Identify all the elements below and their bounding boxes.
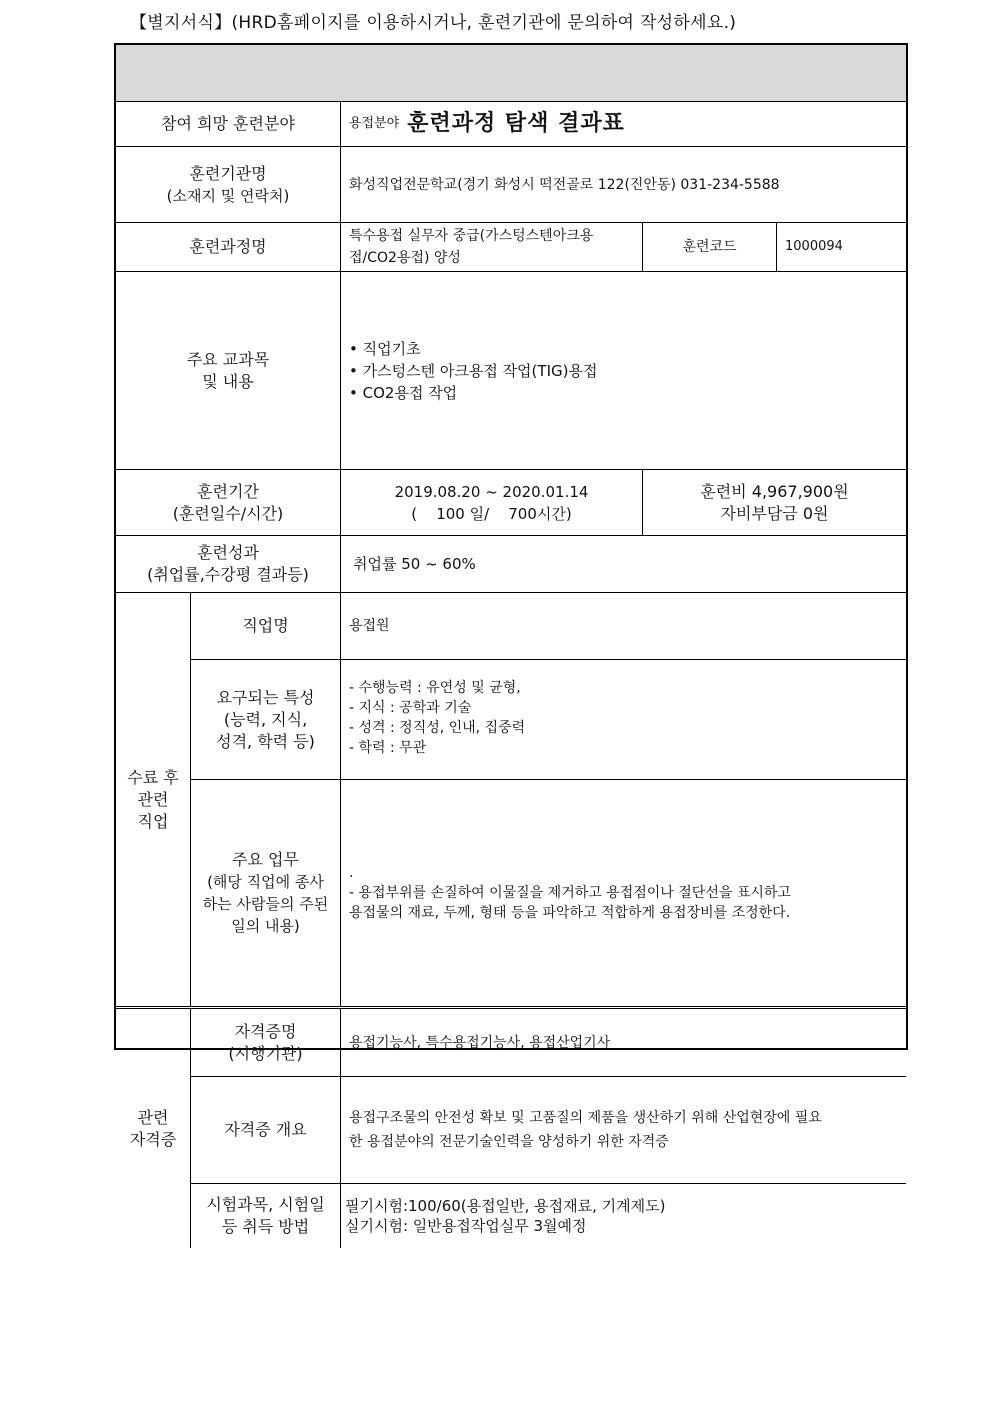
duty-line: - 용접부위를 손질하여 이물질을 제거하고 용접점이나 절단선을 표시하고 [349,885,791,901]
trait-line: - 수행능력 : 유연성 및 균형, [349,680,521,696]
period-dates: 2019.08.20 ~ 2020.01.14 [394,482,589,501]
course-label: 훈련과정명 [189,237,267,256]
job-name-label: 직업명 [242,616,289,635]
participation-label: 참여 희망 훈련분야 [161,114,295,133]
period-days-hours: ( 100 일/ 700시간) [411,504,572,523]
institution-value: 화성직업전문학교(경기 화성시 떡전골로 122(진안동) 031-234-5588 [349,176,780,193]
duty-line: 용접물의 재료, 두께, 형태 등을 파악하고 적합하게 용접장비를 조정한다. [349,905,791,921]
duties-value: . - 용접부위를 손질하여 이물질을 제거하고 용접점이나 절단선을 표시하고 용접물의 재료, 두께, 형태 등을 파악하고 적합하게 용접장비를 조정한다. [349,865,791,921]
training-fee: 훈련비 4,967,900원 [700,481,849,501]
subject-item: • CO2용접 작업 [349,382,597,404]
table-header-band [116,45,906,101]
cert-overview-label: 자격증 개요 [224,1120,307,1139]
trait-line: - 성격 : 정직성, 인내, 집중력 [349,720,526,736]
subject-item: • 직업기초 [349,338,597,360]
course-name: 특수용접 실무자 중급(가스텅스텐아크용 접/CO2용접) 양성 [349,228,594,266]
course-code-value: 1000094 [785,239,843,254]
exam-value [341,1184,906,1248]
page-title: 훈련과정 탐색 결과표 [407,111,625,136]
institution-label: 훈련기관명 (소재지 및 연락처) [166,163,290,205]
subject-item: • 가스텅스텐 아크용접 작업(TIG)용접 [349,360,597,382]
exam-written: 필기시험:100/60(용접일반, 용접재료, 기계제도) [345,1197,666,1215]
outcome-value: 취업률 50 ~ 60% [353,555,476,573]
traits-label: 요구되는 특성 (능력, 지식, 성격, 학력 등) [216,687,315,751]
result-table [114,43,908,1236]
jobs-group-label: 수료 후 관련 직업 [127,767,179,831]
cert-name-value: 용접기능사, 특수용접기능사, 용접산업기사 [349,1034,611,1051]
trait-line: - 지식 : 공학과 기술 [349,700,472,716]
period-value [341,470,642,535]
period-label: 훈련기간 (훈련일수/시간) [172,481,284,523]
certs-group-label: 관련 자격증 [129,1107,177,1149]
subjects-value [341,272,906,469]
training-field: 용접분야 [349,116,400,131]
self-pay: 자비부담금 0원 [720,503,829,523]
trait-line: - 학력 : 무관 [349,740,427,756]
subjects-label: 주요 교과목 및 내용 [186,349,270,391]
cert-overview-value: 용접구조물의 안전성 확보 및 고품질의 제품을 생산하기 위해 산업현장에 필요 한 용접분야의 전문기술인력을 양성하기 위한 자격증 [349,1110,822,1150]
exam-practical: 실기시험: 일반용접작업실무 3월예정 [345,1217,587,1235]
fee-value [643,470,906,535]
form-header-note: 【별지서식】(HRD홈페이지를 이용하시거나, 훈련기관에 문의하여 작성하세요.) [130,13,737,33]
traits-value [341,660,906,779]
course-code-label: 훈련코드 [682,239,737,255]
job-name-value: 용접원 [349,618,390,634]
cert-name-label: 자격증명 (시행기관) [228,1021,303,1063]
outcome-label: 훈련성과 (취업률,수강평 결과등) [147,543,309,584]
duties-label: 주요 업무 (해당 직업에 종사 하는 사람들의 주된 일의 내용) [202,850,329,935]
exam-label: 시험과목, 시험일 등 취득 방법 [206,1195,325,1236]
participation-value [341,102,906,146]
subjects-list [349,338,597,404]
